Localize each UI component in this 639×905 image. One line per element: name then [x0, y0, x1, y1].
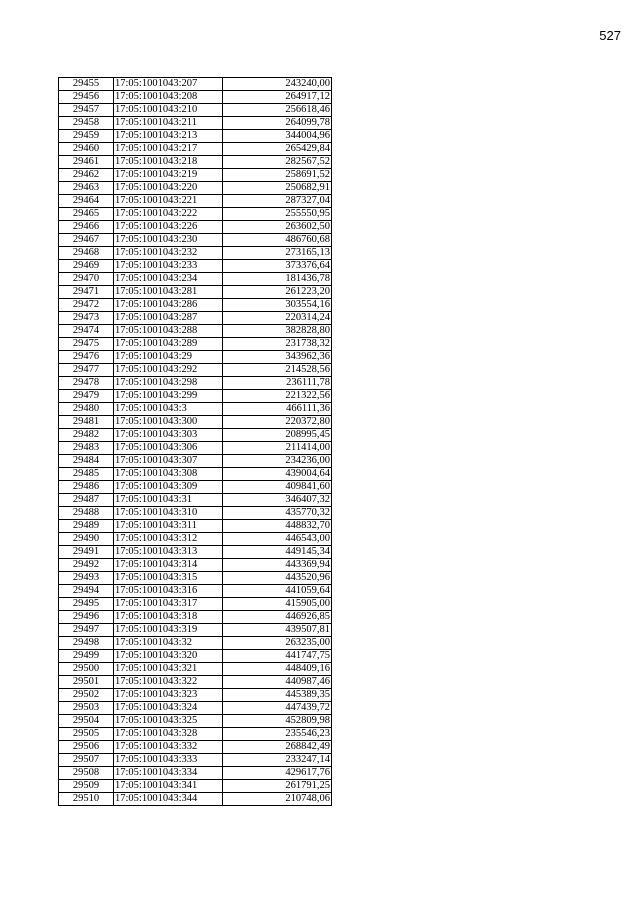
cadastral-number-cell: 17:05:1001043:341 [114, 780, 223, 793]
cadastral-number-cell: 17:05:1001043:208 [114, 91, 223, 104]
value-cell: 446926,85 [223, 611, 332, 624]
cadastral-number-cell: 17:05:1001043:319 [114, 624, 223, 637]
value-cell: 236111,78 [223, 377, 332, 390]
table-row [59, 299, 332, 312]
row-number-cell: 29478 [59, 377, 114, 390]
cadastral-number-cell: 17:05:1001043:300 [114, 416, 223, 429]
cadastral-number-cell: 17:05:1001043:332 [114, 741, 223, 754]
cadastral-number-cell: 17:05:1001043:32 [114, 637, 223, 650]
table-row [59, 793, 332, 806]
value-cell: 445389,35 [223, 689, 332, 702]
value-cell: 443520,96 [223, 572, 332, 585]
table-row [59, 247, 332, 260]
cadastral-number-cell: 17:05:1001043:281 [114, 286, 223, 299]
cadastral-number-cell: 17:05:1001043:234 [114, 273, 223, 286]
table-row [59, 403, 332, 416]
table-row [59, 312, 332, 325]
table-row [59, 351, 332, 364]
cadastral-number-cell: 17:05:1001043:3 [114, 403, 223, 416]
value-cell: 256618,46 [223, 104, 332, 117]
value-cell: 264099,78 [223, 117, 332, 130]
value-cell: 220314,24 [223, 312, 332, 325]
table-row [59, 702, 332, 715]
value-cell: 439004,64 [223, 468, 332, 481]
table-row [59, 234, 332, 247]
row-number-cell: 29474 [59, 325, 114, 338]
row-number-cell: 29507 [59, 754, 114, 767]
value-cell: 255550,95 [223, 208, 332, 221]
row-number-cell: 29489 [59, 520, 114, 533]
table-row [59, 494, 332, 507]
row-number-cell: 29487 [59, 494, 114, 507]
value-cell: 303554,16 [223, 299, 332, 312]
row-number-cell: 29492 [59, 559, 114, 572]
row-number-cell: 29477 [59, 364, 114, 377]
value-cell: 220372,80 [223, 416, 332, 429]
cadastral-number-cell: 17:05:1001043:289 [114, 338, 223, 351]
row-number-cell: 29503 [59, 702, 114, 715]
row-number-cell: 29505 [59, 728, 114, 741]
row-number-cell: 29456 [59, 91, 114, 104]
cadastral-number-cell: 17:05:1001043:307 [114, 455, 223, 468]
table-row [59, 715, 332, 728]
row-number-cell: 29458 [59, 117, 114, 130]
cadastral-number-cell: 17:05:1001043:222 [114, 208, 223, 221]
row-number-cell: 29457 [59, 104, 114, 117]
table-row [59, 130, 332, 143]
row-number-cell: 29501 [59, 676, 114, 689]
row-number-cell: 29480 [59, 403, 114, 416]
table-row [59, 637, 332, 650]
table-row [59, 598, 332, 611]
value-cell: 435770,32 [223, 507, 332, 520]
row-number-cell: 29467 [59, 234, 114, 247]
value-cell: 243240,00 [223, 78, 332, 91]
value-cell: 265429,84 [223, 143, 332, 156]
value-cell: 261791,25 [223, 780, 332, 793]
cadastral-number-cell: 17:05:1001043:299 [114, 390, 223, 403]
value-cell: 486760,68 [223, 234, 332, 247]
cadastral-number-cell: 17:05:1001043:31 [114, 494, 223, 507]
table-row [59, 585, 332, 598]
table-body [59, 78, 332, 806]
value-cell: 235546,23 [223, 728, 332, 741]
value-cell: 231738,32 [223, 338, 332, 351]
page-number: 527 [599, 28, 621, 43]
table-row [59, 169, 332, 182]
value-cell: 449145,34 [223, 546, 332, 559]
cadastral-number-cell: 17:05:1001043:218 [114, 156, 223, 169]
value-cell: 214528,56 [223, 364, 332, 377]
value-cell: 448409,16 [223, 663, 332, 676]
value-cell: 439507,81 [223, 624, 332, 637]
table-row [59, 338, 332, 351]
value-cell: 415905,00 [223, 598, 332, 611]
value-cell: 263235,00 [223, 637, 332, 650]
table-row [59, 156, 332, 169]
row-number-cell: 29471 [59, 286, 114, 299]
table-row [59, 143, 332, 156]
cadastral-number-cell: 17:05:1001043:321 [114, 663, 223, 676]
table-row [59, 429, 332, 442]
table-row [59, 780, 332, 793]
table-row [59, 754, 332, 767]
table-row [59, 767, 332, 780]
row-number-cell: 29494 [59, 585, 114, 598]
row-number-cell: 29500 [59, 663, 114, 676]
value-cell: 181436,78 [223, 273, 332, 286]
row-number-cell: 29484 [59, 455, 114, 468]
cadastral-number-cell: 17:05:1001043:334 [114, 767, 223, 780]
table-row [59, 195, 332, 208]
table-row [59, 377, 332, 390]
table-row [59, 117, 332, 130]
value-cell: 233247,14 [223, 754, 332, 767]
cadastral-number-cell: 17:05:1001043:207 [114, 78, 223, 91]
row-number-cell: 29482 [59, 429, 114, 442]
cadastral-number-cell: 17:05:1001043:219 [114, 169, 223, 182]
row-number-cell: 29462 [59, 169, 114, 182]
row-number-cell: 29498 [59, 637, 114, 650]
row-number-cell: 29476 [59, 351, 114, 364]
value-cell: 211414,00 [223, 442, 332, 455]
table-row [59, 468, 332, 481]
value-cell: 208995,45 [223, 429, 332, 442]
cadastral-number-cell: 17:05:1001043:306 [114, 442, 223, 455]
cadastral-number-cell: 17:05:1001043:324 [114, 702, 223, 715]
row-number-cell: 29488 [59, 507, 114, 520]
cadastral-number-cell: 17:05:1001043:317 [114, 598, 223, 611]
cadastral-number-cell: 17:05:1001043:230 [114, 234, 223, 247]
cadastral-number-cell: 17:05:1001043:217 [114, 143, 223, 156]
row-number-cell: 29491 [59, 546, 114, 559]
cadastral-number-cell: 17:05:1001043:315 [114, 572, 223, 585]
value-cell: 466111,36 [223, 403, 332, 416]
row-number-cell: 29464 [59, 195, 114, 208]
table-row [59, 650, 332, 663]
cadastral-number-cell: 17:05:1001043:316 [114, 585, 223, 598]
value-cell: 221322,56 [223, 390, 332, 403]
cadastral-number-cell: 17:05:1001043:313 [114, 546, 223, 559]
table-row [59, 364, 332, 377]
value-cell: 440987,46 [223, 676, 332, 689]
value-cell: 268842,49 [223, 741, 332, 754]
cadastral-number-cell: 17:05:1001043:322 [114, 676, 223, 689]
table-row [59, 442, 332, 455]
table-row [59, 572, 332, 585]
table-row [59, 728, 332, 741]
cadastral-number-cell: 17:05:1001043:310 [114, 507, 223, 520]
table-row [59, 663, 332, 676]
table-row [59, 325, 332, 338]
cadastral-number-cell: 17:05:1001043:333 [114, 754, 223, 767]
row-number-cell: 29479 [59, 390, 114, 403]
row-number-cell: 29496 [59, 611, 114, 624]
row-number-cell: 29509 [59, 780, 114, 793]
value-cell: 452809,98 [223, 715, 332, 728]
table-row [59, 104, 332, 117]
cadastral-number-cell: 17:05:1001043:325 [114, 715, 223, 728]
row-number-cell: 29460 [59, 143, 114, 156]
value-cell: 344004,96 [223, 130, 332, 143]
cadastral-number-cell: 17:05:1001043:344 [114, 793, 223, 806]
row-number-cell: 29483 [59, 442, 114, 455]
cadastral-number-cell: 17:05:1001043:314 [114, 559, 223, 572]
row-number-cell: 29468 [59, 247, 114, 260]
cadastral-number-cell: 17:05:1001043:286 [114, 299, 223, 312]
row-number-cell: 29486 [59, 481, 114, 494]
table-row [59, 91, 332, 104]
table-row [59, 507, 332, 520]
table-row [59, 208, 332, 221]
value-cell: 448832,70 [223, 520, 332, 533]
data-table [58, 77, 332, 806]
row-number-cell: 29475 [59, 338, 114, 351]
table-row [59, 624, 332, 637]
table-row [59, 520, 332, 533]
row-number-cell: 29493 [59, 572, 114, 585]
cadastral-number-cell: 17:05:1001043:226 [114, 221, 223, 234]
row-number-cell: 29490 [59, 533, 114, 546]
table-row [59, 273, 332, 286]
table-row [59, 182, 332, 195]
value-cell: 441747,75 [223, 650, 332, 663]
value-cell: 373376,64 [223, 260, 332, 273]
table-row [59, 390, 332, 403]
row-number-cell: 29497 [59, 624, 114, 637]
table-row [59, 611, 332, 624]
row-number-cell: 29504 [59, 715, 114, 728]
table-row [59, 741, 332, 754]
value-cell: 441059,64 [223, 585, 332, 598]
row-number-cell: 29495 [59, 598, 114, 611]
cadastral-number-cell: 17:05:1001043:292 [114, 364, 223, 377]
row-number-cell: 29506 [59, 741, 114, 754]
row-number-cell: 29473 [59, 312, 114, 325]
value-cell: 346407,32 [223, 494, 332, 507]
cadastral-number-cell: 17:05:1001043:211 [114, 117, 223, 130]
row-number-cell: 29481 [59, 416, 114, 429]
value-cell: 263602,50 [223, 221, 332, 234]
value-cell: 429617,76 [223, 767, 332, 780]
table-row [59, 260, 332, 273]
value-cell: 258691,52 [223, 169, 332, 182]
cadastral-number-cell: 17:05:1001043:328 [114, 728, 223, 741]
cadastral-number-cell: 17:05:1001043:312 [114, 533, 223, 546]
table-row [59, 455, 332, 468]
cadastral-number-cell: 17:05:1001043:303 [114, 429, 223, 442]
table-row [59, 676, 332, 689]
value-cell: 443369,94 [223, 559, 332, 572]
value-cell: 210748,06 [223, 793, 332, 806]
cadastral-number-cell: 17:05:1001043:233 [114, 260, 223, 273]
value-cell: 447439,72 [223, 702, 332, 715]
table-row [59, 559, 332, 572]
row-number-cell: 29459 [59, 130, 114, 143]
cadastral-number-cell: 17:05:1001043:221 [114, 195, 223, 208]
cadastral-number-cell: 17:05:1001043:309 [114, 481, 223, 494]
row-number-cell: 29502 [59, 689, 114, 702]
table-row [59, 416, 332, 429]
cadastral-number-cell: 17:05:1001043:213 [114, 130, 223, 143]
value-cell: 234236,00 [223, 455, 332, 468]
cadastral-number-cell: 17:05:1001043:318 [114, 611, 223, 624]
row-number-cell: 29470 [59, 273, 114, 286]
row-number-cell: 29469 [59, 260, 114, 273]
cadastral-number-cell: 17:05:1001043:298 [114, 377, 223, 390]
row-number-cell: 29485 [59, 468, 114, 481]
table-row [59, 78, 332, 91]
row-number-cell: 29508 [59, 767, 114, 780]
row-number-cell: 29455 [59, 78, 114, 91]
cadastral-number-cell: 17:05:1001043:232 [114, 247, 223, 260]
value-cell: 282567,52 [223, 156, 332, 169]
value-cell: 250682,91 [223, 182, 332, 195]
value-cell: 446543,00 [223, 533, 332, 546]
table-row [59, 221, 332, 234]
row-number-cell: 29465 [59, 208, 114, 221]
cadastral-number-cell: 17:05:1001043:29 [114, 351, 223, 364]
table-row [59, 481, 332, 494]
cadastral-number-cell: 17:05:1001043:210 [114, 104, 223, 117]
value-cell: 382828,80 [223, 325, 332, 338]
value-cell: 273165,13 [223, 247, 332, 260]
row-number-cell: 29472 [59, 299, 114, 312]
table-row [59, 546, 332, 559]
table-row [59, 286, 332, 299]
row-number-cell: 29463 [59, 182, 114, 195]
row-number-cell: 29510 [59, 793, 114, 806]
cadastral-number-cell: 17:05:1001043:288 [114, 325, 223, 338]
cadastral-number-cell: 17:05:1001043:320 [114, 650, 223, 663]
value-cell: 343962,36 [223, 351, 332, 364]
row-number-cell: 29461 [59, 156, 114, 169]
cadastral-number-cell: 17:05:1001043:311 [114, 520, 223, 533]
cadastral-number-cell: 17:05:1001043:323 [114, 689, 223, 702]
row-number-cell: 29499 [59, 650, 114, 663]
value-cell: 264917,12 [223, 91, 332, 104]
row-number-cell: 29466 [59, 221, 114, 234]
cadastral-number-cell: 17:05:1001043:287 [114, 312, 223, 325]
cadastral-number-cell: 17:05:1001043:308 [114, 468, 223, 481]
table-row [59, 533, 332, 546]
value-cell: 409841,60 [223, 481, 332, 494]
table-row [59, 689, 332, 702]
cadastral-number-cell: 17:05:1001043:220 [114, 182, 223, 195]
value-cell: 287327,04 [223, 195, 332, 208]
value-cell: 261223,20 [223, 286, 332, 299]
